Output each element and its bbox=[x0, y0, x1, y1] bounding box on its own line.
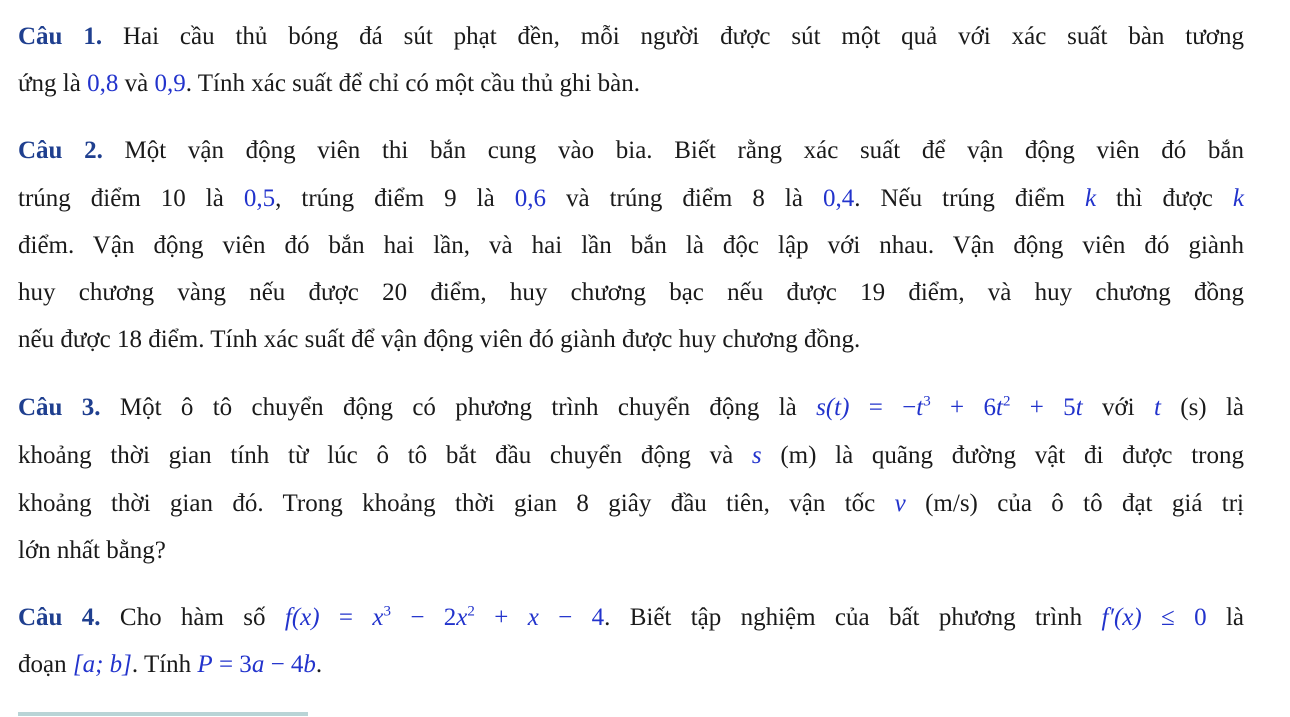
q2-text: , trúng điểm 9 là bbox=[275, 185, 515, 212]
q3-var-s: s bbox=[751, 442, 762, 469]
q4-text: . bbox=[315, 651, 323, 678]
q4-function bbox=[285, 604, 604, 631]
q3-line-2 bbox=[18, 441, 1244, 471]
math-term: + 5 bbox=[1010, 394, 1076, 421]
math-term: x bbox=[372, 604, 384, 631]
math-term: s(t) bbox=[816, 394, 850, 421]
q1-line-2 bbox=[18, 69, 640, 99]
q2-line-1 bbox=[18, 136, 1244, 166]
math-term: + 6 bbox=[930, 394, 996, 421]
q4-line-1 bbox=[18, 603, 1244, 633]
q4-text: Cho hàm số bbox=[119, 604, 285, 631]
math-term: − 4 bbox=[538, 604, 605, 631]
q3-line-1 bbox=[18, 393, 1244, 423]
q3-text: lớn nhất bằng? bbox=[18, 537, 166, 564]
q2-line-2 bbox=[18, 184, 1244, 214]
q2-var-k: k bbox=[1084, 185, 1097, 212]
q3-label: Câu 3. bbox=[18, 394, 101, 421]
math-exponent: 3 bbox=[383, 603, 391, 620]
q1-prob-1: 0,8 bbox=[87, 70, 119, 97]
math-term: b bbox=[303, 651, 316, 678]
math-term: ≤ 0 bbox=[1141, 604, 1207, 631]
math-term: = − bbox=[849, 394, 917, 421]
math-term: t bbox=[916, 394, 924, 421]
q2-text: điểm. Vận động viên đó bắn hai lần, và hai lần bắn là độc lập với nhau. Vận động viên đó giành bbox=[18, 232, 1244, 259]
q2-text: huy chương vàng nếu được 20 điểm, huy chương bạc nếu được 19 điểm, và huy chương đồng bbox=[18, 279, 1244, 306]
q1-prob-2: 0,9 bbox=[154, 70, 186, 97]
q3-text: Một ô tô chuyển động có phương trình chuyển động là bbox=[119, 394, 817, 421]
q3-text: khoảng thời gian đó. Trong khoảng thời gian 8 giây đầu tiên, vận tốc bbox=[18, 490, 895, 517]
q3-line-4 bbox=[18, 536, 166, 566]
math-term: f(x) bbox=[284, 604, 320, 631]
q3-line-3 bbox=[18, 489, 1244, 519]
q4-text: . Biết tập nghiệm của bất phương trình bbox=[604, 604, 1102, 631]
q2-prob-2: 0,6 bbox=[514, 185, 546, 212]
q4-expression bbox=[197, 651, 316, 678]
q4-interval: [a; b] bbox=[72, 651, 132, 678]
q4-text: là bbox=[1206, 604, 1245, 631]
math-term: − 4 bbox=[264, 651, 304, 678]
q2-text: và trúng điểm 8 là bbox=[545, 185, 823, 212]
q3-text: (s) là bbox=[1160, 394, 1244, 421]
math-term: f′(x) bbox=[1101, 604, 1142, 631]
math-exponent: 3 bbox=[923, 393, 931, 410]
q3-text: (m) là quãng đường vật đi được trong bbox=[761, 442, 1244, 469]
q1-label: Câu 1. bbox=[18, 23, 103, 50]
q2-text: trúng điểm 10 là bbox=[18, 185, 244, 212]
q3-var-v: v bbox=[894, 490, 906, 517]
q2-prob-1: 0,5 bbox=[243, 185, 276, 212]
q2-text: nếu được 18 điểm. Tính xác suất để vận động viên đó giành được huy chương đồng. bbox=[18, 326, 861, 353]
q2-label: Câu 2. bbox=[18, 137, 103, 164]
q2-text: Một vận động viên thi bắn cung vào bia. Biết rằng xác suất để vận động viên đó bắn bbox=[124, 137, 1244, 164]
math-term: P bbox=[197, 651, 213, 678]
math-term: a bbox=[251, 651, 265, 678]
q4-text: . Tính bbox=[131, 651, 198, 678]
math-term: + bbox=[474, 604, 528, 631]
math-term: − 2 bbox=[391, 604, 457, 631]
q1-text: . Tính xác suất để chỉ có một cầu thủ ghi bàn. bbox=[185, 70, 640, 97]
q3-equation bbox=[816, 394, 1083, 421]
q2-line-3 bbox=[18, 231, 1244, 261]
q3-var-t: t bbox=[1153, 394, 1161, 421]
q3-text: khoảng thời gian tính từ lúc ô tô bắt đầu chuyển động và bbox=[18, 442, 752, 469]
math-term: t bbox=[995, 394, 1003, 421]
math-term: x bbox=[527, 604, 539, 631]
q2-line-5 bbox=[18, 325, 860, 355]
q2-prob-3: 0,4 bbox=[822, 185, 855, 212]
q1-line-1 bbox=[18, 22, 1244, 52]
q3-text: (m/s) của ô tô đạt giá trị bbox=[905, 490, 1244, 517]
q1-text: ứng là bbox=[18, 70, 88, 97]
q4-line-2 bbox=[18, 650, 322, 680]
q4-label: Câu 4. bbox=[18, 604, 101, 631]
math-exponent: 2 bbox=[1002, 393, 1011, 410]
math-term: x bbox=[456, 604, 468, 631]
q1-text: Hai cầu thủ bóng đá sút phạt đền, mỗi người được sút một quả với xác suất bàn tương bbox=[122, 23, 1244, 50]
q2-line-4 bbox=[18, 278, 1244, 308]
math-exponent: 2 bbox=[467, 603, 475, 620]
q3-text: với bbox=[1082, 394, 1154, 421]
bottom-divider bbox=[18, 712, 308, 716]
q2-text: . Nếu trúng điểm bbox=[854, 185, 1085, 212]
math-term: = 3 bbox=[212, 651, 252, 678]
q2-text: thì được bbox=[1096, 185, 1233, 212]
q4-text: đoạn bbox=[18, 651, 73, 678]
q2-var-k: k bbox=[1232, 185, 1244, 212]
q4-derivative bbox=[1102, 604, 1207, 631]
math-term: = bbox=[319, 604, 373, 631]
math-term: t bbox=[1075, 394, 1083, 421]
q1-text: và bbox=[118, 70, 155, 97]
